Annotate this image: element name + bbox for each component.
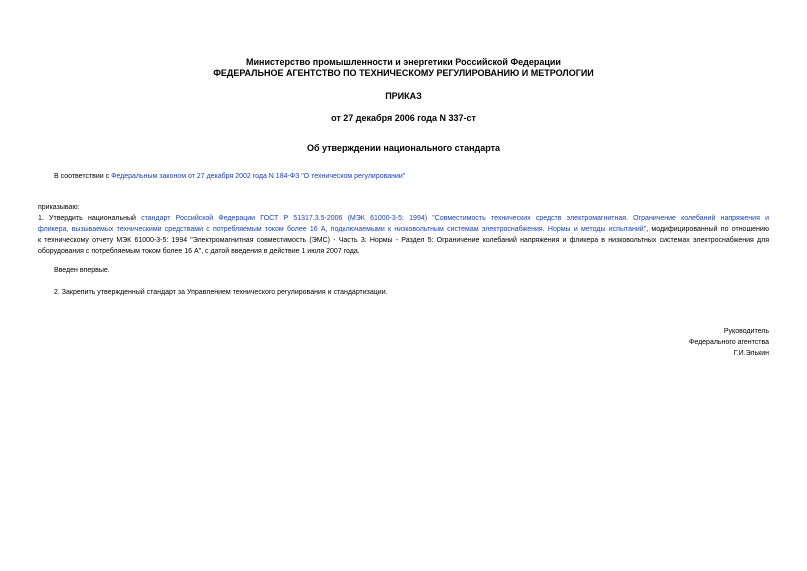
federal-law-link[interactable]: Федеральным законом от 27 декабря 2002 года N 184-ФЗ "О техническом регулировании"	[111, 173, 406, 180]
signature-name: Г.И.Элькин	[733, 350, 769, 357]
standard-link[interactable]: стандарт Российской Федерации ГОСТ Р 51317.3.5-2006 (МЭК 61000-3-5: 1994) "Совместимость технических средств электромагнитная. Ограничение колебаний напряжения и	[141, 215, 769, 222]
signature-title: Руководитель	[723, 328, 769, 335]
ministry-heading: Министерство промышленности и энергетики Российской Федерации	[246, 57, 561, 67]
basis-paragraph	[54, 171, 405, 182]
item-1-line-1	[38, 213, 769, 224]
item-1-paragraph	[38, 213, 769, 257]
date-number-heading: от 27 декабря 2006 года N 337-ст	[331, 113, 476, 123]
item-1-line-2-suffix: , модифицированный по отношению	[646, 226, 769, 233]
item-2-paragraph: 2. Закрепить утвержденный стандарт за Управлением технического регулирования и стандартизации.	[54, 289, 388, 296]
subject-heading: Об утверждении национального стандарта	[306, 143, 501, 153]
doc-type-heading: ПРИКАЗ	[385, 91, 422, 101]
item-1-line-3: к техническому отчету МЭК 61000-3-5: 1994 "Электромагнитная совместимость (ЭМС) - Часть 3: Нормы - Раздел 5: Ограничение колебаний напряжения и фликера в низковольтных системах электроснабжения для	[38, 237, 769, 244]
standard-link-continued[interactable]: фликера, вызываемых техническими средствами с потребляемым током более 16 А, подключаемыми к низковольтным системам электроснабжения. Нормы и методы испытаний"	[38, 226, 647, 233]
intro-note: Введен впервые.	[54, 267, 110, 274]
basis-prefix: В соответствии с	[54, 173, 112, 180]
signature-org: Федерального агентства	[689, 339, 769, 346]
item-1-prefix: 1. Утвердить национальный	[38, 215, 142, 222]
order-word: приказываю:	[38, 204, 80, 211]
agency-heading: ФЕДЕРАЛЬНОЕ АГЕНТСТВО ПО ТЕХНИЧЕСКОМУ РЕГУЛИРОВАНИЮ И МЕТРОЛОГИИ	[213, 68, 594, 78]
item-1-line-2	[38, 224, 769, 235]
item-1-line-4: оборудования с потребляемым током более 16 А", с датой введения в действие 1 июля 2007 года.	[38, 248, 360, 255]
